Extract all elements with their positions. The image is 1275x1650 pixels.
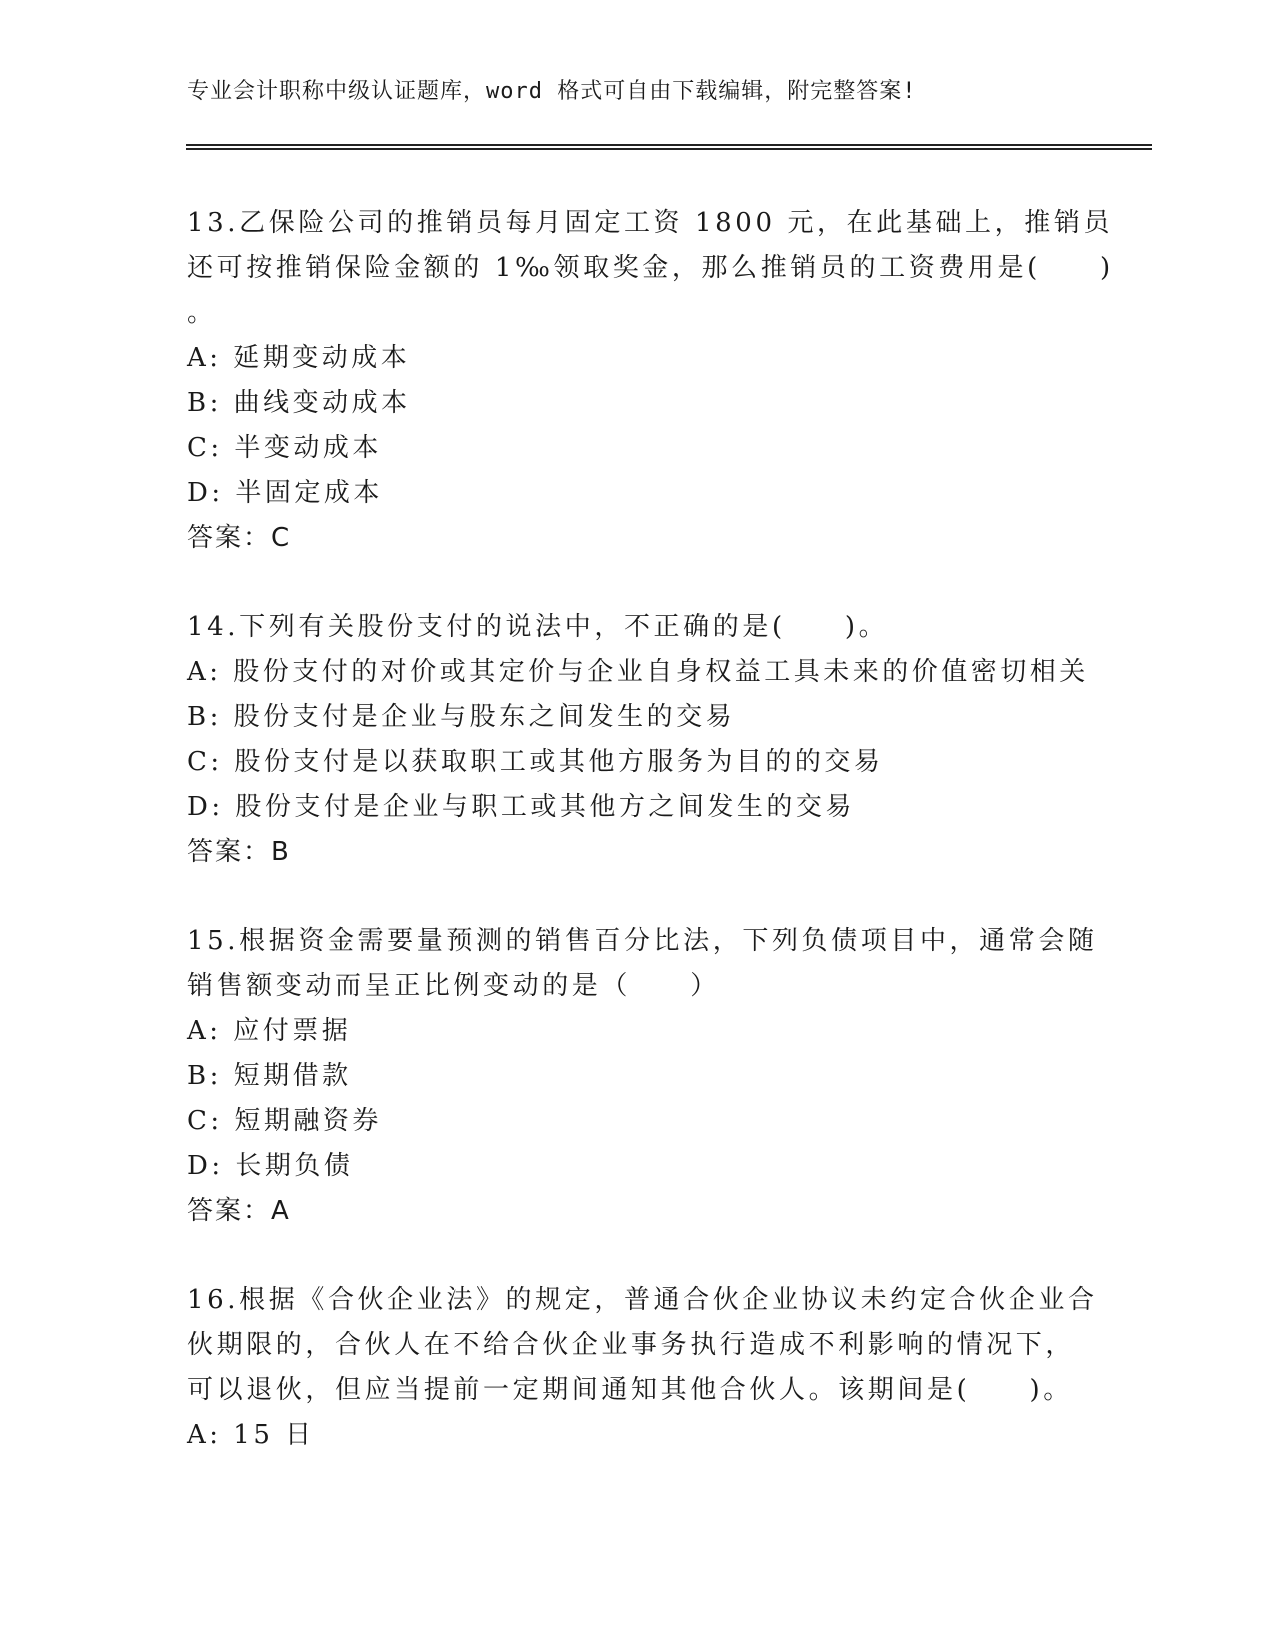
option-a: A: 延期变动成本	[187, 343, 411, 373]
option-c: C: 半变动成本	[187, 433, 382, 463]
question-stem	[187, 1278, 1098, 1413]
question-16	[187, 1278, 1098, 1458]
answer-label: 答案：C	[187, 523, 292, 553]
option-b: B: 股份支付是企业与股东之间发生的交易	[187, 702, 736, 732]
answer-label: 答案：A	[187, 1196, 291, 1226]
option-c: C: 股份支付是以获取职工或其他方服务为目的的交易	[187, 747, 884, 777]
question-stem-line: 13.乙保险公司的推销员每月固定工资 1800 元，在此基础上，推销员	[187, 208, 1114, 238]
question-list	[187, 201, 1114, 1502]
header-divider	[186, 144, 1152, 150]
question-stem-line: 销售额变动而呈正比例变动的是（ ）	[187, 971, 720, 1001]
question-stem-line: 14.下列有关股份支付的说法中，不正确的是( )。	[187, 612, 889, 642]
option-b: B: 曲线变动成本	[187, 388, 411, 418]
option-c: C: 短期融资券	[187, 1106, 382, 1136]
question-stem-line: 伙期限的，合伙人在不给合伙企业事务执行造成不利影响的情况下，	[187, 1330, 1076, 1360]
question-stem-line: 可以退伙，但应当提前一定期间通知其他合伙人。该期间是( )。	[187, 1375, 1073, 1405]
question-stem-line: 。	[187, 298, 217, 328]
question-stem-line: 15.根据资金需要量预测的销售百分比法，下列负债项目中，通常会随	[187, 926, 1098, 956]
option-d: D: 半固定成本	[187, 478, 383, 508]
option-a: A: 15 日	[187, 1420, 315, 1450]
question-stem	[187, 605, 1087, 650]
question-stem-line: 16.根据《合伙企业法》的规定，普通合伙企业协议未约定合伙企业合	[187, 1285, 1098, 1315]
question-stem	[187, 201, 1114, 336]
option-d: D: 股份支付是企业与职工或其他方之间发生的交易	[187, 792, 855, 822]
question-stem-line: 还可按推销保险金额的 1‰领取奖金，那么推销员的工资费用是( )	[187, 253, 1114, 283]
option-b: B: 短期借款	[187, 1061, 352, 1091]
answer-label: 答案：B	[187, 837, 291, 867]
option-a: A: 股份支付的对价或其定价与企业自身权益工具未来的价值密切相关	[187, 657, 1089, 687]
option-a: A: 应付票据	[187, 1016, 352, 1046]
question-stem	[187, 919, 1098, 1009]
question-14	[187, 605, 1087, 875]
option-d: D: 长期负债	[187, 1151, 354, 1181]
question-15	[187, 919, 1098, 1234]
page-header-text: 专业会计职称中级认证题库，word 格式可自由下载编辑，附完整答案!	[187, 79, 917, 104]
question-13	[187, 201, 1114, 561]
